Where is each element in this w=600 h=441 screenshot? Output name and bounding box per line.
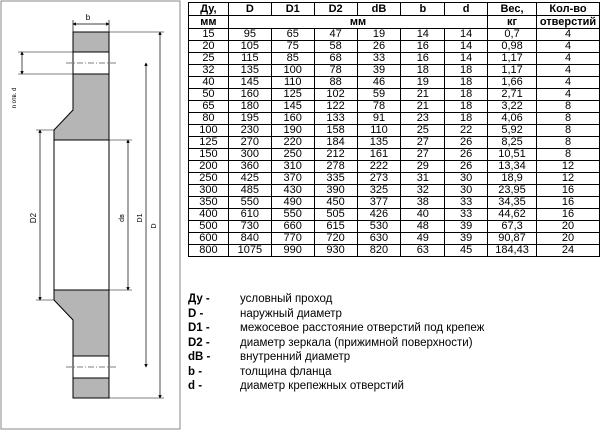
table-cell: 930 <box>314 245 357 257</box>
subheader-du-unit: мм <box>189 16 229 29</box>
table-cell: 485 <box>228 185 271 197</box>
table-cell: 8 <box>537 137 600 149</box>
table-cell: 4 <box>537 89 600 101</box>
table-cell: 184 <box>314 137 357 149</box>
header-D1: D1 <box>271 3 314 16</box>
table-subheader-row <box>189 16 600 29</box>
table-cell: 184,43 <box>488 245 537 257</box>
table-cell: 145 <box>271 101 314 113</box>
table-cell: 32 <box>189 65 229 77</box>
table-row <box>189 197 600 209</box>
legend-description: условный проход <box>240 293 333 305</box>
table-cell: 34,35 <box>488 197 537 209</box>
table-cell: 430 <box>271 185 314 197</box>
table-cell: 65 <box>271 29 314 41</box>
table-cell: 110 <box>271 77 314 89</box>
table-cell: 19 <box>357 29 401 41</box>
table-cell: 33 <box>445 209 488 221</box>
table-cell: 770 <box>271 233 314 245</box>
table-cell: 18 <box>445 65 488 77</box>
table-cell: 44,62 <box>488 209 537 221</box>
legend-description: межосевое расстояние отверстий под крепеж <box>240 322 485 334</box>
table-cell: 100 <box>189 125 229 137</box>
table-cell: 58 <box>314 41 357 53</box>
header-D: D <box>228 3 271 16</box>
table-cell: 14 <box>445 41 488 53</box>
table-cell: 300 <box>228 149 271 161</box>
table-cell: 335 <box>314 173 357 185</box>
table-cell: 12 <box>537 173 600 185</box>
table-cell: 88 <box>314 77 357 89</box>
table-cell: 8,25 <box>488 137 537 149</box>
table-cell: 21 <box>401 101 445 113</box>
table-cell: 270 <box>228 137 271 149</box>
table-cell: 65 <box>189 101 229 113</box>
table-cell: 25 <box>401 125 445 137</box>
table-cell: 400 <box>189 209 229 221</box>
table-cell: 102 <box>314 89 357 101</box>
header-dB: dB <box>357 3 401 16</box>
table-cell: 40 <box>401 209 445 221</box>
table-cell: 4 <box>537 53 600 65</box>
table-cell: 377 <box>357 197 401 209</box>
table-cell: 16 <box>401 53 445 65</box>
table-row <box>189 53 600 65</box>
table-cell: 125 <box>271 89 314 101</box>
table-cell: 18 <box>445 113 488 125</box>
table-cell: 135 <box>357 137 401 149</box>
table-cell: 230 <box>228 125 271 137</box>
table-cell: 33 <box>445 197 488 209</box>
table-cell: 158 <box>314 125 357 137</box>
table-cell: 180 <box>228 101 271 113</box>
table-cell: 16 <box>537 209 600 221</box>
table-cell: 212 <box>314 149 357 161</box>
legend-term: D - <box>188 307 204 320</box>
table-cell: 125 <box>189 137 229 149</box>
table-row <box>189 233 600 245</box>
dim-label-D1: D1 <box>137 213 144 223</box>
table-row <box>189 221 600 233</box>
table-cell: 18 <box>445 101 488 113</box>
table-cell: 38 <box>401 197 445 209</box>
table-body <box>189 3 600 257</box>
table-row <box>189 137 600 149</box>
table-cell: 10,51 <box>488 149 537 161</box>
legend-description: диаметр крепежных отверстий <box>240 380 404 392</box>
table-cell: 820 <box>357 245 401 257</box>
table-cell: 20 <box>189 41 229 53</box>
table-row <box>189 65 600 77</box>
table-cell: 370 <box>271 173 314 185</box>
table-cell: 63 <box>401 245 445 257</box>
table-cell: 500 <box>189 221 229 233</box>
table-row <box>189 125 600 137</box>
table-cell: 8 <box>537 101 600 113</box>
table-cell: 222 <box>357 161 401 173</box>
table-cell: 20 <box>537 221 600 233</box>
table-cell: 1075 <box>228 245 271 257</box>
table-cell: 85 <box>271 53 314 65</box>
table-cell: 48 <box>401 221 445 233</box>
dim-label-D: D <box>151 223 158 229</box>
table-cell: 990 <box>271 245 314 257</box>
table-cell: 105 <box>228 41 271 53</box>
table-cell: 23 <box>401 113 445 125</box>
table-cell: 195 <box>228 113 271 125</box>
header-b: b <box>401 3 445 16</box>
table-cell: 5,92 <box>488 125 537 137</box>
table-cell: 730 <box>228 221 271 233</box>
table-cell: 115 <box>228 53 271 65</box>
table-row <box>189 245 600 257</box>
table-cell: 18,9 <box>488 173 537 185</box>
subheader-kg-unit: кг <box>488 16 537 29</box>
dim-label-hole: n отв. d <box>12 87 18 109</box>
table-cell: 360 <box>228 161 271 173</box>
legend-item <box>188 379 484 394</box>
header-weight: Вес, <box>488 3 537 16</box>
table-cell: 27 <box>401 137 445 149</box>
table-cell: 78 <box>314 65 357 77</box>
table-cell: 33 <box>357 53 401 65</box>
table-cell: 25 <box>189 53 229 65</box>
table-cell: 18 <box>445 77 488 89</box>
table-cell: 26 <box>445 149 488 161</box>
table-row <box>189 101 600 113</box>
table-cell: 39 <box>445 221 488 233</box>
table-cell: 31 <box>401 173 445 185</box>
table-cell: 490 <box>271 197 314 209</box>
legend-item <box>188 336 484 351</box>
legend-term: D1 - <box>188 322 210 334</box>
table-cell: 2,71 <box>488 89 537 101</box>
table-cell: 45 <box>445 245 488 257</box>
table-cell: 50 <box>189 89 229 101</box>
table-cell: 21 <box>401 89 445 101</box>
subheader-count-unit: отверстий <box>537 16 600 29</box>
table-cell: 18 <box>445 89 488 101</box>
table-cell: 390 <box>314 185 357 197</box>
table-cell: 145 <box>228 77 271 89</box>
table-cell: 250 <box>271 149 314 161</box>
table-cell: 530 <box>357 221 401 233</box>
table-cell: 91 <box>357 113 401 125</box>
table-cell: 16 <box>537 185 600 197</box>
table-cell: 273 <box>357 173 401 185</box>
table-cell: 46 <box>357 77 401 89</box>
dim-label-D2: D2 <box>29 212 38 224</box>
table-cell: 19 <box>401 77 445 89</box>
table-row <box>189 41 600 53</box>
table-cell: 278 <box>314 161 357 173</box>
table-cell: 18 <box>401 65 445 77</box>
table-cell: 0,7 <box>488 29 537 41</box>
table-cell: 26 <box>445 137 488 149</box>
table-cell: 110 <box>357 125 401 137</box>
table-row <box>189 185 600 197</box>
table-cell: 310 <box>271 161 314 173</box>
table-cell: 133 <box>314 113 357 125</box>
table-cell: 13,34 <box>488 161 537 173</box>
table-cell: 16 <box>401 41 445 53</box>
table-cell: 4,06 <box>488 113 537 125</box>
table-cell: 1,17 <box>488 53 537 65</box>
table-row <box>189 113 600 125</box>
table-cell: 8 <box>537 113 600 125</box>
table-cell: 30 <box>445 173 488 185</box>
table-cell: 100 <box>271 65 314 77</box>
table-cell: 840 <box>228 233 271 245</box>
table-cell: 14 <box>445 53 488 65</box>
legend-description: внутренний диаметр <box>240 351 351 363</box>
table-cell: 26 <box>445 161 488 173</box>
table-cell: 32 <box>401 185 445 197</box>
table-header-row <box>189 3 600 16</box>
legend-item <box>188 292 484 307</box>
table-cell: 80 <box>189 113 229 125</box>
table-row <box>189 29 600 41</box>
table-cell: 78 <box>357 101 401 113</box>
table-cell: 122 <box>314 101 357 113</box>
table-cell: 660 <box>271 221 314 233</box>
legend-term: d - <box>188 380 203 392</box>
table-cell: 720 <box>314 233 357 245</box>
legend-description: толщина фланца <box>240 365 332 378</box>
table-cell: 190 <box>271 125 314 137</box>
table-cell: 200 <box>189 161 229 173</box>
table-cell: 4 <box>537 29 600 41</box>
table-row <box>189 89 600 101</box>
legend-item <box>188 321 484 336</box>
legend-description: диаметр зеркала (прижимной поверхности) <box>240 336 473 349</box>
table-cell: 250 <box>189 173 229 185</box>
dim-label-dB: dв <box>119 214 126 222</box>
legend-term: D2 - <box>188 336 210 349</box>
table-cell: 800 <box>189 245 229 257</box>
table-cell: 67,3 <box>488 221 537 233</box>
table-cell: 49 <box>401 233 445 245</box>
table-cell: 23,95 <box>488 185 537 197</box>
table-cell: 4 <box>537 77 600 89</box>
table-cell: 426 <box>357 209 401 221</box>
table-cell: 425 <box>228 173 271 185</box>
table-cell: 630 <box>357 233 401 245</box>
table-cell: 550 <box>271 209 314 221</box>
table-cell: 610 <box>228 209 271 221</box>
table-cell: 450 <box>314 197 357 209</box>
flange-spec-table <box>188 2 600 257</box>
table-cell: 29 <box>401 161 445 173</box>
table-cell: 150 <box>189 149 229 161</box>
header-du: Ду, <box>189 3 229 16</box>
table-cell: 0,98 <box>488 41 537 53</box>
legend-item <box>188 307 484 322</box>
table-cell: 220 <box>271 137 314 149</box>
header-d: d <box>445 3 488 16</box>
table-cell: 8 <box>537 149 600 161</box>
table-cell: 1,66 <box>488 77 537 89</box>
legend <box>188 292 484 394</box>
legend-term: dB - <box>188 351 211 363</box>
table-cell: 30 <box>445 185 488 197</box>
table-row <box>189 209 600 221</box>
legend-item <box>188 350 484 365</box>
table-cell: 40 <box>189 77 229 89</box>
table-row <box>189 149 600 161</box>
table-cell: 550 <box>228 197 271 209</box>
table-cell: 90,87 <box>488 233 537 245</box>
table-cell: 600 <box>189 233 229 245</box>
table-cell: 39 <box>445 233 488 245</box>
table-cell: 14 <box>445 29 488 41</box>
table-cell: 615 <box>314 221 357 233</box>
table-cell: 3,22 <box>488 101 537 113</box>
table-cell: 20 <box>537 233 600 245</box>
table-cell: 4 <box>537 65 600 77</box>
table-cell: 26 <box>357 41 401 53</box>
legend-item <box>188 365 484 380</box>
table-cell: 300 <box>189 185 229 197</box>
flange-section <box>54 32 116 398</box>
dim-label-b: b <box>85 13 91 22</box>
table-cell: 75 <box>271 41 314 53</box>
table-cell: 16 <box>537 197 600 209</box>
table-cell: 161 <box>357 149 401 161</box>
table-cell: 14 <box>401 29 445 41</box>
legend-term: Ду - <box>188 293 210 305</box>
table-cell: 1,17 <box>488 65 537 77</box>
table-cell: 39 <box>357 65 401 77</box>
table-cell: 68 <box>314 53 357 65</box>
header-count: Кол-во <box>537 3 600 16</box>
table-cell: 12 <box>537 161 600 173</box>
table-cell: 8 <box>537 125 600 137</box>
table-cell: 325 <box>357 185 401 197</box>
table-cell: 47 <box>314 29 357 41</box>
subheader-mm-unit: мм <box>228 16 487 29</box>
legend-term: b - <box>188 365 203 378</box>
table-cell: 22 <box>445 125 488 137</box>
table-cell: 15 <box>189 29 229 41</box>
table-cell: 160 <box>271 113 314 125</box>
table-cell: 4 <box>537 41 600 53</box>
header-D2: D2 <box>314 3 357 16</box>
table-cell: 505 <box>314 209 357 221</box>
table-row <box>189 77 600 89</box>
table-cell: 160 <box>228 89 271 101</box>
table-cell: 350 <box>189 197 229 209</box>
table-cell: 24 <box>537 245 600 257</box>
table-row <box>189 161 600 173</box>
table-row <box>189 173 600 185</box>
table-cell: 59 <box>357 89 401 101</box>
table-cell: 27 <box>401 149 445 161</box>
flange-drawing <box>0 0 182 432</box>
legend-description: наружный диаметр <box>240 307 342 320</box>
table-cell: 95 <box>228 29 271 41</box>
table-cell: 135 <box>228 65 271 77</box>
